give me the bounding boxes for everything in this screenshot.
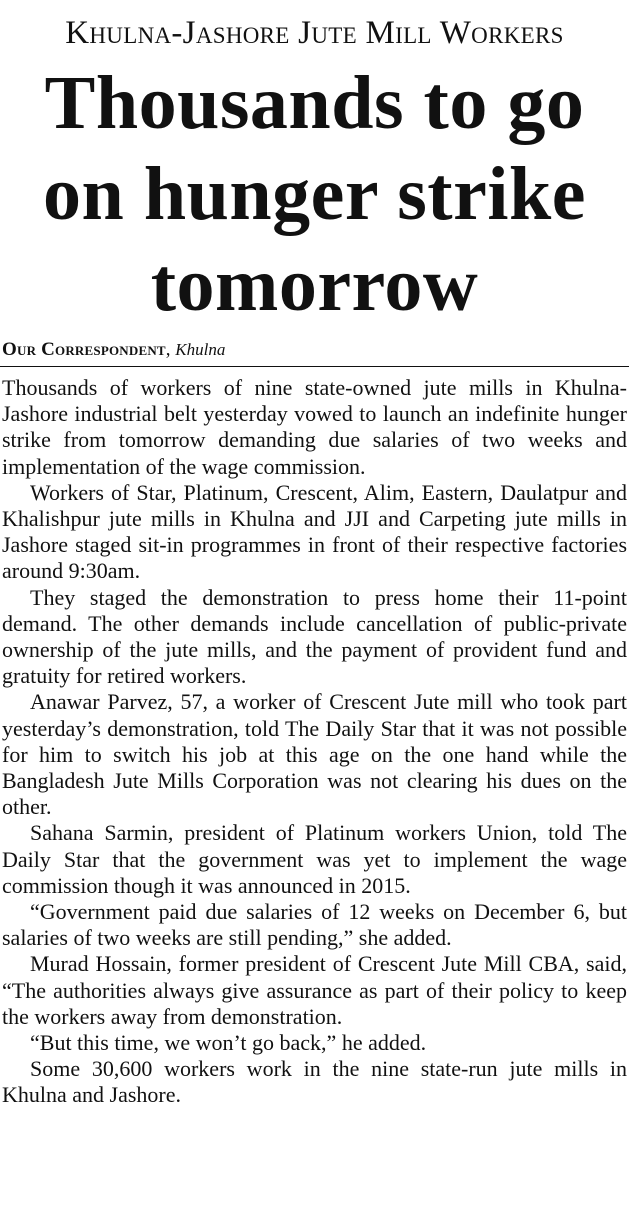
article-byline xyxy=(2,338,629,362)
body-paragraph: “But this time, we won’t go back,” he added. xyxy=(30,1030,427,1056)
body-paragraph: “Government paid due salaries of 12 weeks on December 6, but salaries of two weeks are still pending,” she added. xyxy=(2,899,627,951)
body-paragraph: Some 30,600 workers work in the nine state-run jute mills in Khulna and Jashore. xyxy=(2,1056,627,1108)
body-paragraph: Murad Hossain, former president of Crescent Jute Mill CBA, said, “The authorities always give assurance as part of their policy to keep the workers away from demonstration. xyxy=(2,951,627,1029)
byline-divider xyxy=(0,366,629,367)
body-paragraph: Anawar Parvez, 57, a worker of Crescent Jute mill who took part yesterday’s demonstration, told The Daily Star that it was not possible for him to switch his job at this age on the one hand while the Bangladesh Jute Mills Corporation was not clearing his dues on the other. xyxy=(2,689,627,820)
byline-separator: , xyxy=(165,339,176,360)
body-paragraph: Workers of Star, Platinum, Crescent, Alim, Eastern, Daulatpur and Khalishpur jute mills in Khulna and JJI and Carpeting jute mills in Jashore staged sit-in programmes in front of their respective factories around 9:30am. xyxy=(2,479,627,584)
headline-line: on hunger strike xyxy=(43,152,586,236)
headline-line: Thousands to go xyxy=(44,61,585,145)
article-headline xyxy=(0,58,629,331)
byline-location: Khulna xyxy=(175,340,226,359)
article-body xyxy=(0,375,629,1109)
body-paragraph: They staged the demonstration to press home their 11-point demand. The other demands include cancellation of public-private ownership of the jute mills, and the payment of provident fund and gratuity for retired workers. xyxy=(2,584,627,689)
headline-line: tomorrow xyxy=(150,243,479,327)
article-kicker: Khulna-Jashore Jute Mill Workers xyxy=(65,15,564,51)
body-paragraph: Thousands of workers of nine state-owned jute mills in Khulna-Jashore industrial belt yesterday vowed to launch an indefinite hunger strike from tomorrow demanding due salaries of two weeks and implementation of the wage commission. xyxy=(2,375,627,479)
byline-name: Our Correspondent xyxy=(2,339,166,360)
body-paragraph: Sahana Sarmin, president of Platinum workers Union, told The Daily Star that the government was yet to implement the wage commission though it was announced in 2015. xyxy=(2,820,627,898)
